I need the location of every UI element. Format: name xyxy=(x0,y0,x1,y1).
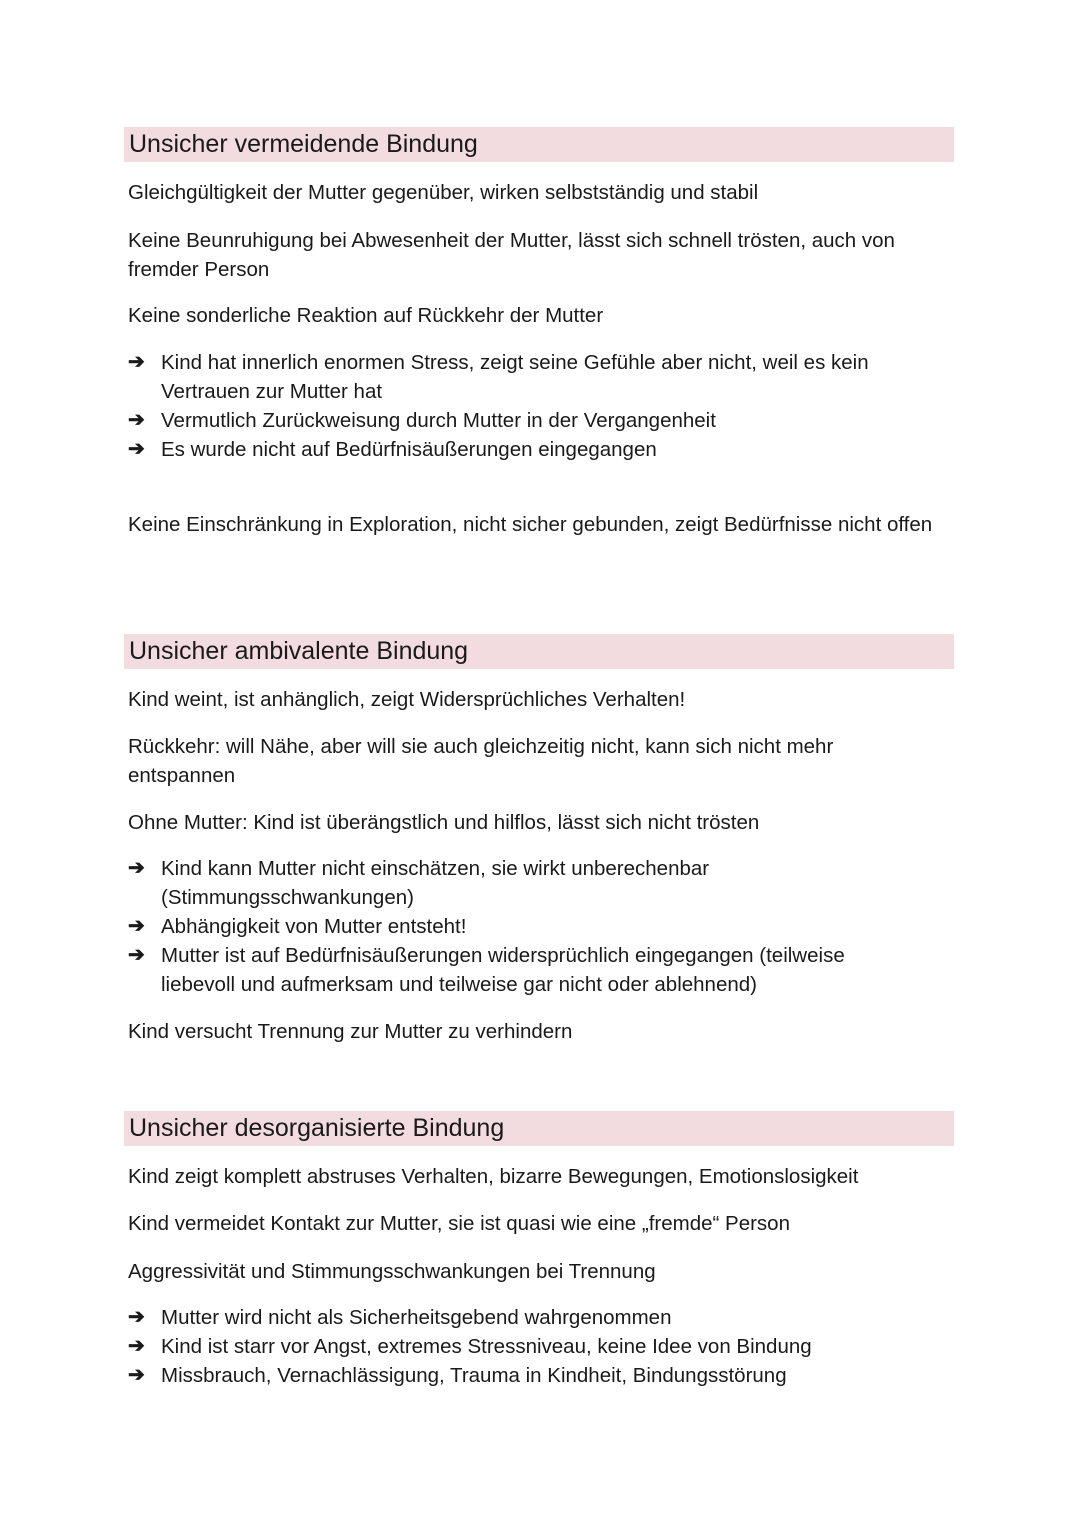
list-item-text: Missbrauch, Vernachlässigung, Trauma in Kindheit, Bindungsstörung xyxy=(161,1364,787,1387)
paragraph: Aggressivität und Stimmungsschwankungen bei Trennung xyxy=(128,1260,656,1283)
paragraph: Ohne Mutter: Kind ist überängstlich und hilflos, lässt sich nicht trösten xyxy=(128,811,760,834)
list-item-text: Kind ist starr vor Angst, extremes Stressniveau, keine Idee von Bindung xyxy=(161,1335,812,1358)
arrow-right-icon: ➔ xyxy=(128,857,145,879)
list-item xyxy=(128,435,928,464)
section-heading-ambivalent: Unsicher ambivalente Bindung xyxy=(124,634,954,669)
list-item xyxy=(128,1332,958,1361)
list-item xyxy=(128,854,918,912)
list-item-text: Kind hat innerlich enormen Stress, zeigt seine Gefühle aber nicht, weil es kein Vertrauen zur Mutter hat xyxy=(161,351,869,403)
arrow-right-icon: ➔ xyxy=(128,351,145,373)
paragraph: Keine Einschränkung in Exploration, nicht sicher gebunden, zeigt Bedürfnisse nicht offen xyxy=(128,513,933,536)
list-item-text: Kind kann Mutter nicht einschätzen, sie wirkt unberechenbar (Stimmungsschwankungen) xyxy=(161,857,710,909)
paragraph: Keine sonderliche Reaktion auf Rückkehr der Mutter xyxy=(128,304,604,327)
arrow-right-icon: ➔ xyxy=(128,1306,145,1328)
paragraph: Kind weint, ist anhänglich, zeigt Widersprüchliches Verhalten! xyxy=(128,688,686,711)
bullet-list xyxy=(128,1303,958,1390)
paragraph: Kind vermeidet Kontakt zur Mutter, sie ist quasi wie eine „fremde“ Person xyxy=(128,1212,790,1235)
arrow-right-icon: ➔ xyxy=(128,915,145,937)
arrow-right-icon: ➔ xyxy=(128,1364,145,1386)
section-heading-desorganisiert: Unsicher desorganisierte Bindung xyxy=(124,1111,954,1146)
arrow-right-icon: ➔ xyxy=(128,1335,145,1357)
list-item-text: Abhängigkeit von Mutter entsteht! xyxy=(161,915,467,938)
list-item xyxy=(128,1361,958,1390)
paragraph: Keine Beunruhigung bei Abwesenheit der Mutter, lässt sich schnell trösten, auch von fremder Person xyxy=(128,229,895,281)
bullet-list xyxy=(128,854,918,999)
list-item-text: Mutter wird nicht als Sicherheitsgebend wahrgenommen xyxy=(161,1306,672,1329)
arrow-right-icon: ➔ xyxy=(128,438,145,460)
paragraph: Gleichgültigkeit der Mutter gegenüber, wirken selbstständig und stabil xyxy=(128,181,759,204)
list-item-text: Mutter ist auf Bedürfnisäußerungen widersprüchlich eingegangen (teilweise liebevoll und aufmerksam und teilweise gar nicht oder ablehnend) xyxy=(161,944,845,996)
list-item-text: Es wurde nicht auf Bedürfnisäußerungen eingegangen xyxy=(161,438,657,461)
arrow-right-icon: ➔ xyxy=(128,409,145,431)
list-item xyxy=(128,912,918,941)
paragraph: Rückkehr: will Nähe, aber will sie auch gleichzeitig nicht, kann sich nicht mehr entspannen xyxy=(128,735,834,787)
list-item xyxy=(128,941,918,999)
paragraph: Kind versucht Trennung zur Mutter zu verhindern xyxy=(128,1020,573,1043)
list-item xyxy=(128,406,928,435)
arrow-right-icon: ➔ xyxy=(128,944,145,966)
list-item xyxy=(128,348,928,406)
bullet-list xyxy=(128,348,928,464)
list-item-text: Vermutlich Zurückweisung durch Mutter in der Vergangenheit xyxy=(161,409,716,432)
section-heading-vermeidend: Unsicher vermeidende Bindung xyxy=(124,127,954,162)
paragraph: Kind zeigt komplett abstruses Verhalten, bizarre Bewegungen, Emotionslosigkeit xyxy=(128,1165,859,1188)
list-item xyxy=(128,1303,958,1332)
